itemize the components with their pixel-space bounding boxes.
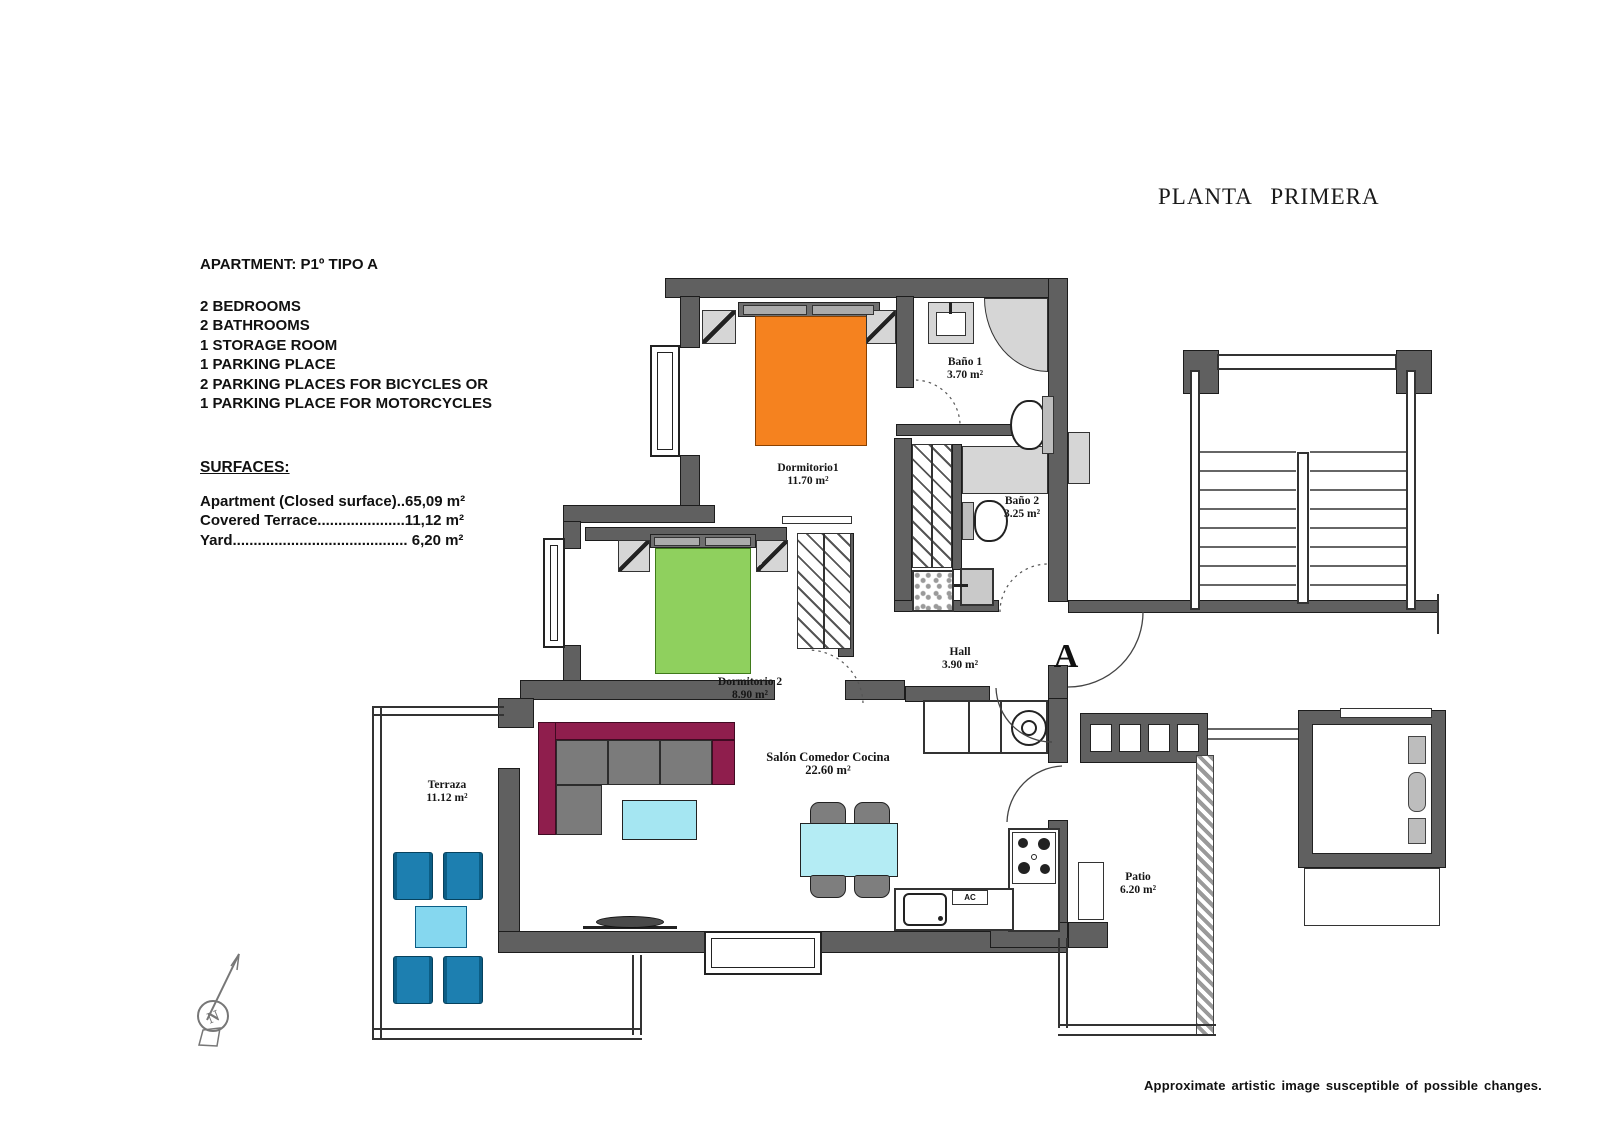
- wall-closet-bano2: [952, 444, 962, 570]
- railing-slot: [1148, 724, 1170, 752]
- bed2-pillow: [705, 537, 751, 546]
- patio-utility-box: [1078, 862, 1104, 920]
- room-label-salon: Salón Comedor Cocina 22.60 m²: [766, 750, 890, 777]
- wall-closet-left: [894, 438, 912, 612]
- bano1-door-arc: [916, 380, 960, 424]
- terrace-railing-top: [372, 706, 504, 716]
- railing-slot: [1090, 724, 1112, 752]
- feature-item: 2 PARKING PLACES FOR BICYCLES OR: [200, 375, 489, 393]
- hob-burner: [1018, 838, 1028, 848]
- room-label-dormitorio1: Dormitorio1 11.70 m²: [777, 462, 839, 487]
- elevator-door: [1340, 708, 1432, 718]
- feature-item: 1 STORAGE ROOM: [200, 336, 338, 354]
- nightstand-lamp: [618, 540, 650, 572]
- surfaces-heading: SURFACES:: [200, 459, 290, 476]
- dining-chair: [810, 802, 846, 825]
- elevator-lower-bay: [1304, 868, 1440, 926]
- tv-set: [596, 916, 664, 928]
- hob-burner: [1018, 862, 1030, 874]
- elevator-machinery: [1408, 772, 1426, 812]
- wardrobe-rail: [823, 533, 825, 649]
- sofa-cushion: [608, 740, 660, 785]
- dining-chair: [810, 875, 846, 898]
- wall-dorm2-left-upper: [563, 521, 581, 549]
- kitchen-round-sink-inner: [1021, 720, 1037, 736]
- nightstand-lamp: [702, 310, 736, 344]
- compass-base: [199, 1028, 220, 1046]
- elevator-machinery: [1408, 736, 1426, 764]
- stair-divider: [1297, 452, 1309, 604]
- patio-hatched-wall: [1196, 755, 1214, 1035]
- feature-list: [200, 297, 492, 414]
- apartment-type-line: APARTMENT: P1º TIPO A: [200, 256, 378, 273]
- hall-closet-door-arc: [1000, 564, 1048, 612]
- stair-rail-right: [1406, 370, 1416, 610]
- surface-row: Apartment (Closed surface)..65,09 m²: [200, 492, 466, 510]
- room-label-terraza: Terraza 11.12 m²: [426, 779, 468, 804]
- wall-end-tick: [1437, 594, 1439, 634]
- wall-dorm1-left-upper: [680, 296, 700, 348]
- railing-slot: [1177, 724, 1199, 752]
- compass-needle: [207, 954, 239, 1020]
- stair-rail-left: [1190, 370, 1200, 610]
- room-label-bano1: Baño 1 3.70 m²: [946, 356, 984, 381]
- bed2-pillow: [654, 537, 700, 546]
- sink-tap: [949, 302, 952, 314]
- wall-step-dorm2-top: [563, 505, 715, 523]
- terrace-chair: [393, 852, 433, 900]
- wall-salon-left: [498, 768, 520, 933]
- sofa-arm-left: [538, 722, 556, 835]
- railing-slot: [1119, 724, 1141, 752]
- wall-top: [665, 278, 1068, 298]
- corridor-lines: [1208, 729, 1298, 739]
- compass-north-label: N: [205, 1007, 223, 1028]
- wall-salon-top-right: [845, 680, 905, 700]
- terrace-railing-left: [372, 706, 382, 1040]
- water-heater-unit: AC: [952, 890, 988, 905]
- sofa-back: [538, 722, 735, 740]
- hob-knob: [1031, 854, 1037, 860]
- terrace-chair: [443, 852, 483, 900]
- toilet-tank-bano2: [962, 502, 974, 540]
- patio-fence-left: [1058, 938, 1068, 1028]
- counter-divider: [968, 702, 970, 752]
- elevator-machinery: [1408, 818, 1426, 844]
- surface-row: Covered Terrace.....................11,12 m²: [200, 512, 465, 529]
- patio-door-arc: [1007, 766, 1062, 822]
- storage-room-box: [912, 570, 954, 612]
- sofa-cushion-corner: [556, 785, 602, 835]
- terrace-railing-bottom: [372, 1028, 642, 1040]
- compass-arrowhead: [231, 954, 239, 970]
- sofa-cushion: [660, 740, 712, 785]
- stair-post-left: [1183, 350, 1219, 394]
- compass-rose: [198, 954, 239, 1046]
- wall-patio-step: [1068, 922, 1108, 948]
- dining-chair: [854, 802, 890, 825]
- toilet-recess-bano1: [1068, 432, 1090, 484]
- wall-kitchen-right-upper: [1048, 698, 1068, 763]
- bay-window-salon: [704, 931, 822, 975]
- terrace-chair: [443, 956, 483, 1004]
- cabinet-handle: [954, 584, 968, 587]
- kitchen-square-sink: [903, 893, 947, 926]
- room-label-dormitorio2: Dormitorio 2 8.90 m²: [717, 676, 783, 701]
- compass-circle: [198, 1001, 228, 1031]
- storage-cabinet: [960, 568, 994, 606]
- apartment-info-block: [200, 255, 492, 414]
- surfaces-block: [200, 458, 465, 550]
- window-dormitorio2: [543, 538, 565, 648]
- terrace-chair: [393, 956, 433, 1004]
- toilet-bano1: [1010, 400, 1046, 450]
- shower-corner-bano1: [984, 298, 1048, 372]
- wardrobe-shelf: [782, 516, 852, 524]
- feature-item: 1 PARKING PLACE FOR MOTORCYCLES: [200, 395, 492, 412]
- room-label-hall: Hall 3.90 m²: [941, 646, 979, 671]
- nightstand-lamp: [866, 310, 896, 344]
- bed1-pillow: [743, 305, 807, 315]
- terrace-table: [415, 906, 467, 948]
- terrace-railing-right: [632, 955, 642, 1035]
- bed-dormitorio2: [655, 548, 751, 674]
- wall-salon-bottom-left: [498, 931, 707, 953]
- disclaimer-note: Approximate artistic image susceptible of possible changes.: [1143, 1078, 1542, 1093]
- window-dormitorio1: [650, 345, 680, 457]
- feature-item: 2 BEDROOMS: [200, 297, 301, 315]
- bed-dormitorio1: [755, 316, 867, 446]
- sink-basin: [936, 312, 966, 336]
- room-label-patio: Patio 6.20 m²: [1119, 871, 1157, 896]
- coffee-table: [622, 800, 697, 840]
- page-title: PLANTA PRIMERA: [1158, 184, 1380, 209]
- nightstand-lamp: [756, 540, 788, 572]
- toilet-tank-bano1: [1042, 396, 1054, 454]
- entrance-door-arc: [1068, 612, 1143, 687]
- hob-burner: [1038, 838, 1050, 850]
- dining-chair: [854, 875, 890, 898]
- bathtub-bano2: [962, 446, 1048, 494]
- feature-item: 2 BATHROOMS: [200, 317, 310, 334]
- bed1-pillow: [812, 305, 874, 315]
- sofa-arm-right: [712, 740, 735, 785]
- stair-top-band: [1217, 354, 1397, 370]
- wall-dorm1-bano1: [896, 296, 914, 388]
- wardrobe-rail: [931, 444, 933, 568]
- counter-divider: [1000, 702, 1002, 752]
- surface-row: Yard.......................................... 6,20 m²: [200, 531, 464, 549]
- sofa-cushion: [556, 740, 608, 785]
- hob-burner: [1040, 864, 1050, 874]
- wall-landing: [1068, 600, 1438, 613]
- sink-drain: [938, 916, 943, 921]
- entrance-door-label: A: [1053, 638, 1079, 675]
- patio-fence-bottom: [1058, 1024, 1216, 1036]
- room-label-bano2: Baño 2 3.25 m²: [1003, 495, 1041, 520]
- toilet-bano2: [974, 500, 1008, 542]
- dining-table: [800, 823, 898, 877]
- feature-item: 1 PARKING PLACE: [200, 356, 336, 373]
